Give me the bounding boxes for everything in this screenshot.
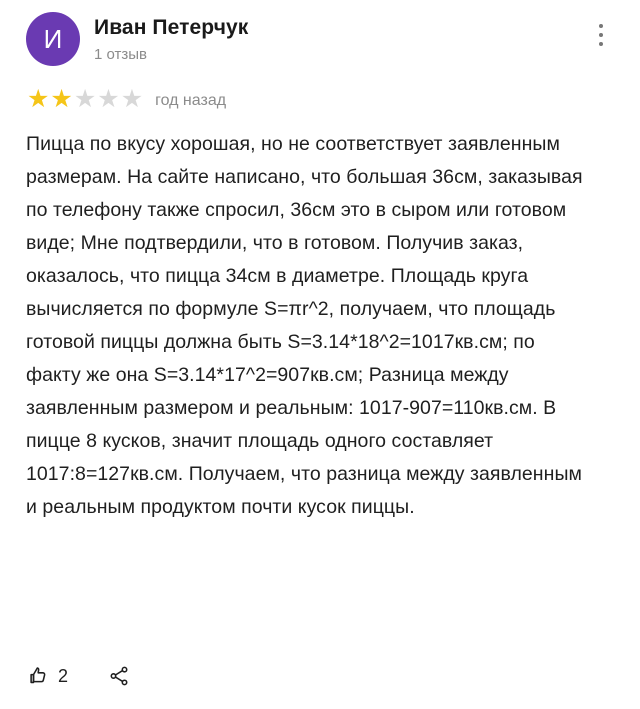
more-dot-2 <box>599 33 603 37</box>
thumbs-up-icon <box>28 665 50 687</box>
rating-stars <box>27 84 144 113</box>
star-1: ★ <box>27 84 50 113</box>
more-vertical-icon[interactable] <box>590 22 612 48</box>
review-text: Пицца по вкусу хорошая, но не соответствует заявленным размерам. На сайте написано, что большая 36см, заказывая по телефону также спросил, 36см это в сыром или готовом виде; Мне подтвердили, что в готовом. Получив заказ, оказалось, что пицца 34см в диаметре. Площадь круга вычисляется по формуле S=πr^2, получаем, что площадь готовой пиццы должна быть S=3.14*18^2=1017кв.см; по факту же она S=3.14*17^2=907кв.см; Разница между заявленным размером и реальным: 1017-907=110кв.см. В пицце 8 кусков, значит площадь одного составляет 1017:8=127кв.см. Получаем, что разница между заявленным и реальным продуктом почти кусок пиццы. <box>26 133 589 518</box>
star-5: ★ <box>120 84 144 113</box>
review-actions <box>28 665 130 687</box>
star-4: ★ <box>97 84 120 113</box>
share-icon <box>108 665 130 687</box>
avatar: И <box>26 12 80 66</box>
like-count: 2 <box>58 665 69 686</box>
like-button[interactable] <box>28 665 68 687</box>
author-name: Иван Петерчук <box>94 16 249 39</box>
rating-row <box>27 86 610 112</box>
review-header <box>26 12 610 74</box>
more-dot-1 <box>599 24 603 28</box>
review-date: год назад <box>155 91 227 109</box>
star-3: ★ <box>73 84 97 113</box>
share-button[interactable] <box>108 665 130 687</box>
more-dot-3 <box>599 42 603 46</box>
author-block <box>94 12 248 66</box>
star-2: ★ <box>50 84 73 113</box>
author-reviews-count: 1 отзыв <box>94 46 148 63</box>
